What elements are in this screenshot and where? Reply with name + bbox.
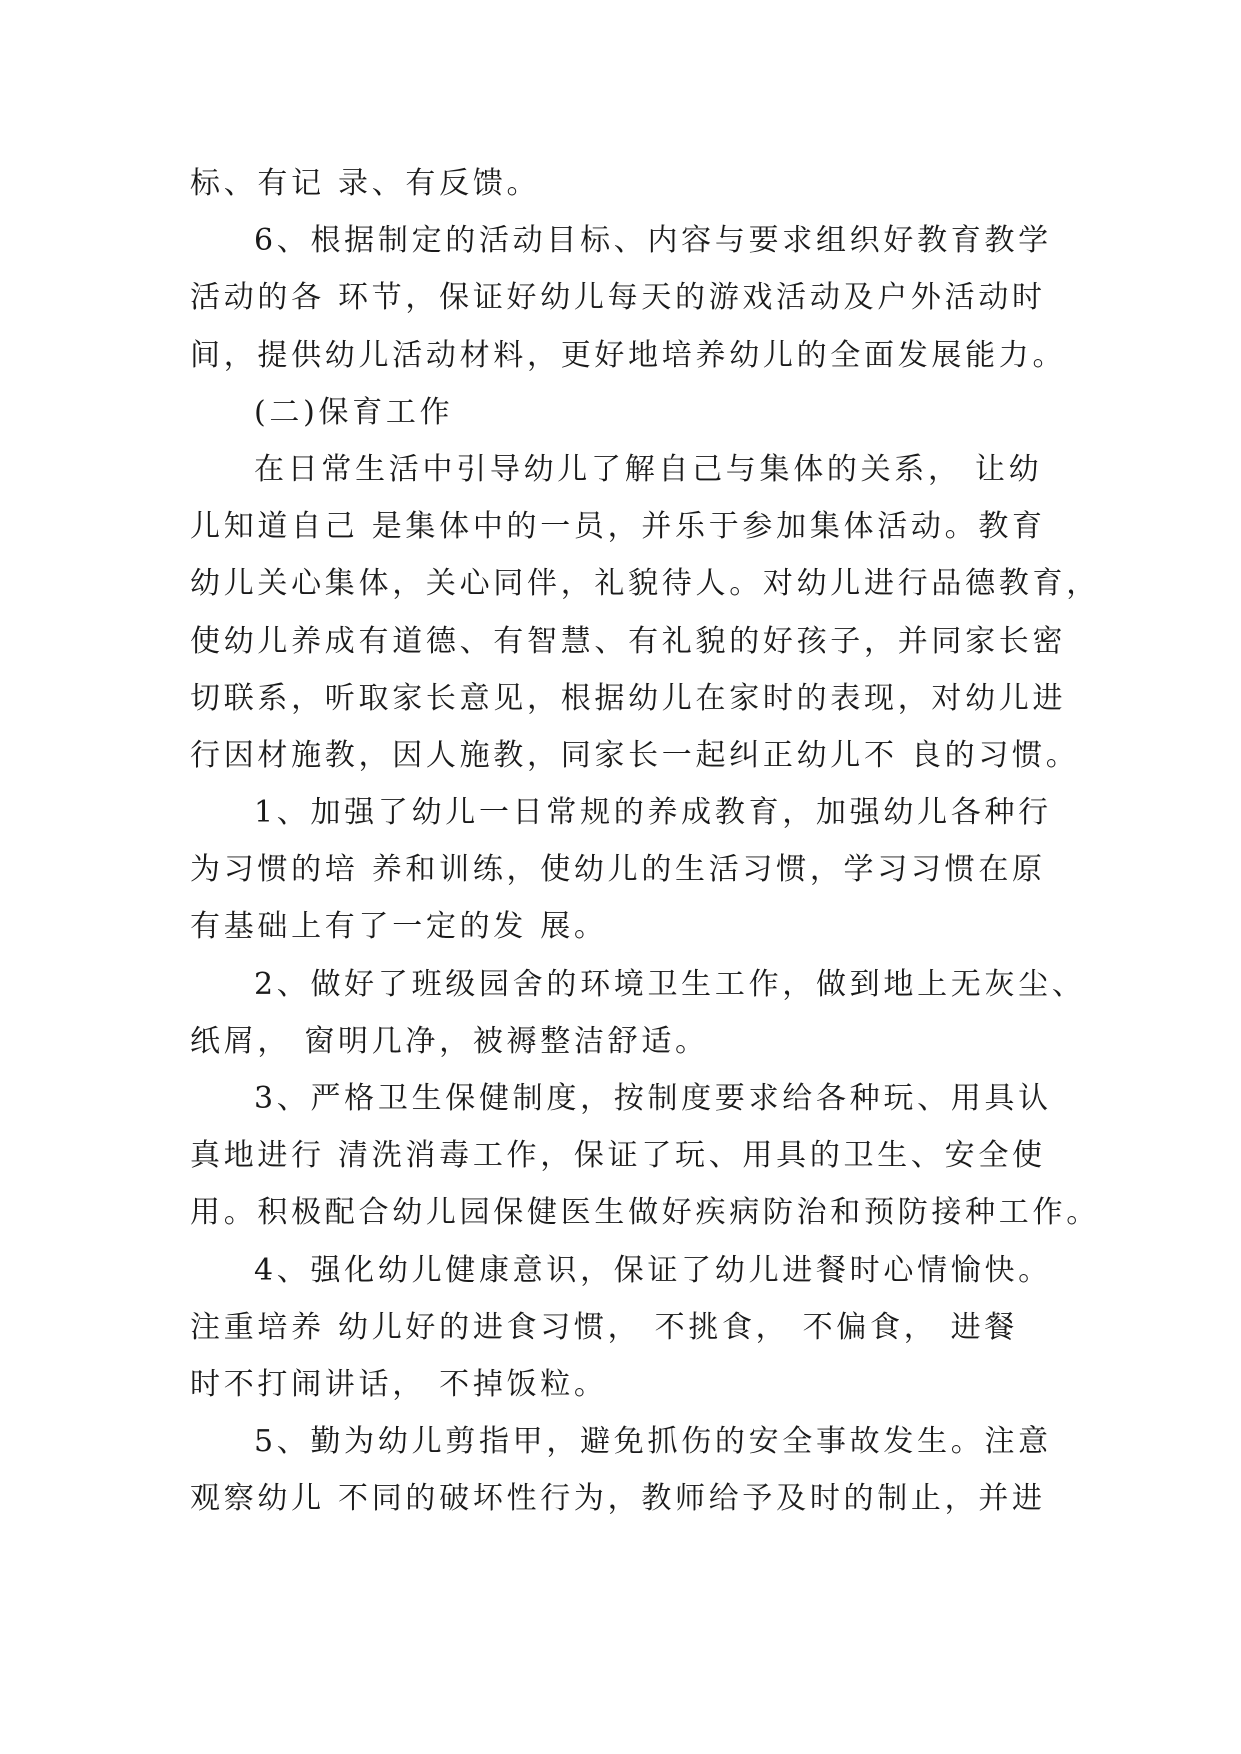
text-line: 2、做好了班级园舍的环境卫生工作，做到地上无灰尘、 — [254, 966, 1086, 1002]
text-line: 观察幼儿 不同的破坏性行为，教师给予及时的制止，并进 — [190, 1481, 1046, 1517]
text-line: 为习惯的培 养和训练，使幼儿的生活习惯，学习习惯在原 — [190, 852, 1046, 888]
text-line: 3、严格卫生保健制度，按制度要求给各种玩、用具认 — [254, 1081, 1052, 1116]
text-line: 幼儿关心集体，关心同伴，礼貌待人。对幼儿进行品德教育， — [190, 566, 1100, 602]
text-line: 1、加强了幼儿一日常规的养成教育，加强幼儿各种行 — [254, 795, 1052, 831]
text-line: 有基础上有了一定的发 展。 — [190, 909, 608, 945]
text-line: 时不打闹讲话， 不掉饭粒。 — [190, 1366, 608, 1402]
text-line: 切联系，听取家长意见，根据幼儿在家时的表现，对幼儿进 — [190, 680, 1067, 716]
text-line: 活动的各 环节，保证好幼儿每天的游戏活动及户外活动时 — [190, 280, 1046, 316]
text-line: 标、有记 录、有反馈。 — [190, 166, 541, 201]
document-body — [190, 155, 1100, 1528]
text-line: 在日常生活中引导幼儿了解自己与集体的关系， 让幼 — [254, 451, 1043, 487]
text-line: 使幼儿养成有道德、有智慧、有礼貌的好孩子，并同家长密 — [190, 623, 1067, 659]
text-line: 注重培养 幼儿好的进食习惯， 不挑食， 不偏食， 进餐 — [190, 1309, 1019, 1345]
section-heading: (二)保育工作 — [254, 394, 454, 430]
text-line: 行因材施教，因人施教，同家长一起纠正幼儿不 良的习惯。 — [190, 737, 1080, 773]
text-line: 5、勤为幼儿剪指甲，避免抓伤的安全事故发生。注意 — [254, 1424, 1052, 1460]
text-line: 用。积极配合幼儿园保健医生做好疾病防治和预防接种工作。 — [190, 1195, 1100, 1231]
text-line: 纸屑， 窗明几净，被褥整洁舒适。 — [190, 1023, 709, 1059]
text-line: 间，提供幼儿活动材料，更好地培养幼儿的全面发展能力。 — [190, 337, 1067, 373]
text-line: 儿知道自己 是集体中的一员，并乐于参加集体活动。教育 — [190, 509, 1046, 545]
text-line: 6、根据制定的活动目标、内容与要求组织好教育教学 — [254, 223, 1052, 259]
text-line: 真地进行 清洗消毒工作，保证了玩、用具的卫生、安全使 — [190, 1138, 1046, 1174]
text-line: 4、强化幼儿健康意识，保证了幼儿进餐时心情愉快。 — [254, 1252, 1052, 1288]
